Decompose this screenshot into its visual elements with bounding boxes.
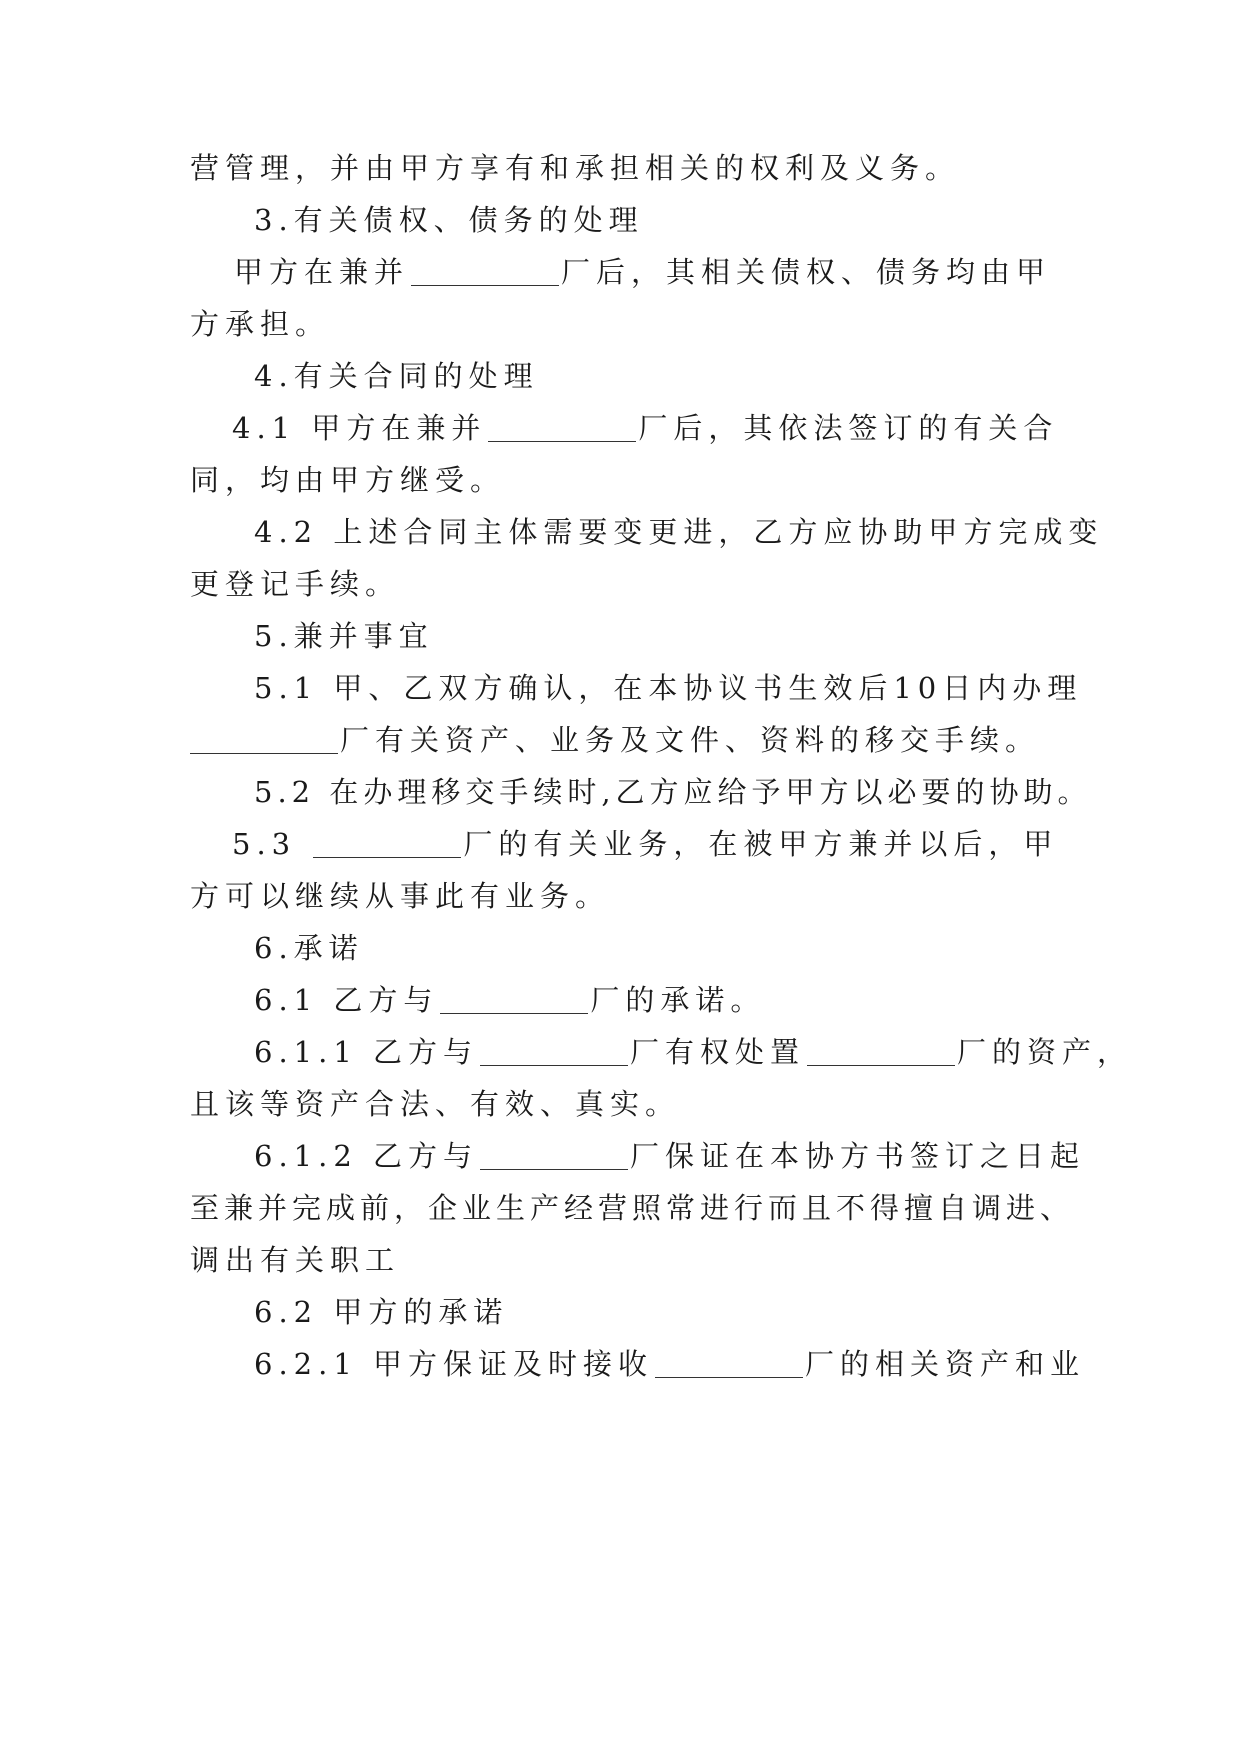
line-text: 厂的相关资产和业: [805, 1347, 1086, 1381]
line-text: 6.1.2 乙方与: [254, 1139, 479, 1173]
paragraph-line: [190, 462, 505, 498]
fill-in-blank: [488, 415, 636, 442]
paragraph-line: [190, 1086, 680, 1122]
clause-6-1-2: [254, 1138, 1085, 1174]
line-text: 6.1 乙方与: [254, 983, 439, 1017]
line-text: 营管理，并由甲方享有和承担相关的权利及义务。: [190, 151, 961, 185]
line-text: 5.1 甲、乙双方确认，在本协议书生效后10日内办理: [254, 671, 1083, 705]
line-text: 同，均由甲方继受。: [190, 463, 506, 497]
section-heading-6: [254, 930, 364, 966]
line-text: 方可以继续从事此有业务。: [190, 879, 611, 913]
fill-in-blank: [440, 987, 588, 1014]
clause-5-3: [232, 826, 1058, 862]
paragraph-line: [190, 878, 610, 914]
clause-6-2: [254, 1294, 508, 1330]
line-text: 厂后，其依法签订的有关合: [638, 411, 1059, 445]
line-text: 且该等资产合法、有效、真实。: [190, 1087, 681, 1121]
fill-in-blank: [807, 1039, 955, 1066]
clause-6-1: [254, 982, 765, 1018]
heading-text: 3.有关债权、债务的处理: [254, 203, 644, 237]
fill-in-blank: [313, 831, 461, 858]
line-text: 甲方在兼并: [234, 255, 410, 289]
paragraph-line: [190, 1190, 1074, 1226]
line-text: 厂保证在本协方书签订之日起: [630, 1139, 1086, 1173]
line-text: 厂的承诺。: [590, 983, 766, 1017]
line-text: 厂的有关业务，在被甲方兼并以后，甲: [463, 827, 1059, 861]
clause-5-1: [254, 670, 1082, 706]
line-text: 厂后，其相关债权、债务均由甲: [561, 255, 1052, 289]
clause-5-2: [254, 774, 1092, 810]
paragraph-line: [234, 254, 1051, 290]
line-text: 至兼并完成前，企业生产经营照常进行而且不得擅自调进、: [190, 1191, 1075, 1225]
fill-in-blank: [190, 727, 338, 754]
section-heading-5: [254, 618, 434, 654]
line-text: 厂有关资产、业务及文件、资料的移交手续。: [340, 723, 1041, 757]
heading-text: 5.兼并事宜: [254, 619, 434, 653]
line-text: 4.1 甲方在兼并: [232, 411, 487, 445]
fill-in-blank: [480, 1143, 628, 1170]
line-text: 厂有权处置: [630, 1035, 806, 1069]
fill-in-blank: [411, 259, 559, 286]
paragraph-line: [190, 150, 960, 186]
section-heading-4: [254, 358, 539, 394]
paragraph-line: [190, 566, 400, 602]
paragraph-line: [190, 1242, 400, 1278]
line-text: 厂的资产，: [957, 1035, 1133, 1069]
paragraph-line: [190, 306, 330, 342]
clause-6-2-1: [254, 1346, 1085, 1382]
heading-text: 6.承诺: [254, 931, 364, 965]
heading-text: 4.有关合同的处理: [254, 359, 539, 393]
line-text: 5.3: [232, 827, 312, 861]
fill-in-blank: [655, 1351, 803, 1378]
line-text: 方承担。: [190, 307, 331, 341]
section-heading-3: [254, 202, 644, 238]
clause-4-2: [254, 514, 1103, 550]
line-text: 6.2 甲方的承诺: [254, 1295, 509, 1329]
line-text: 5.2 在办理移交手续时,乙方应给予甲方以必要的协助。: [254, 775, 1092, 809]
line-text: 更登记手续。: [190, 567, 401, 601]
line-text: 6.2.1 甲方保证及时接收: [254, 1347, 654, 1381]
line-text: 4.2 上述合同主体需要变更进，乙方应协助甲方完成变: [254, 515, 1104, 549]
paragraph-line: [190, 722, 1040, 758]
clause-6-1-1: [254, 1034, 1132, 1070]
clause-4-1: [232, 410, 1058, 446]
fill-in-blank: [480, 1039, 628, 1066]
line-text: 调出有关职工: [190, 1243, 401, 1277]
line-text: 6.1.1 乙方与: [254, 1035, 479, 1069]
